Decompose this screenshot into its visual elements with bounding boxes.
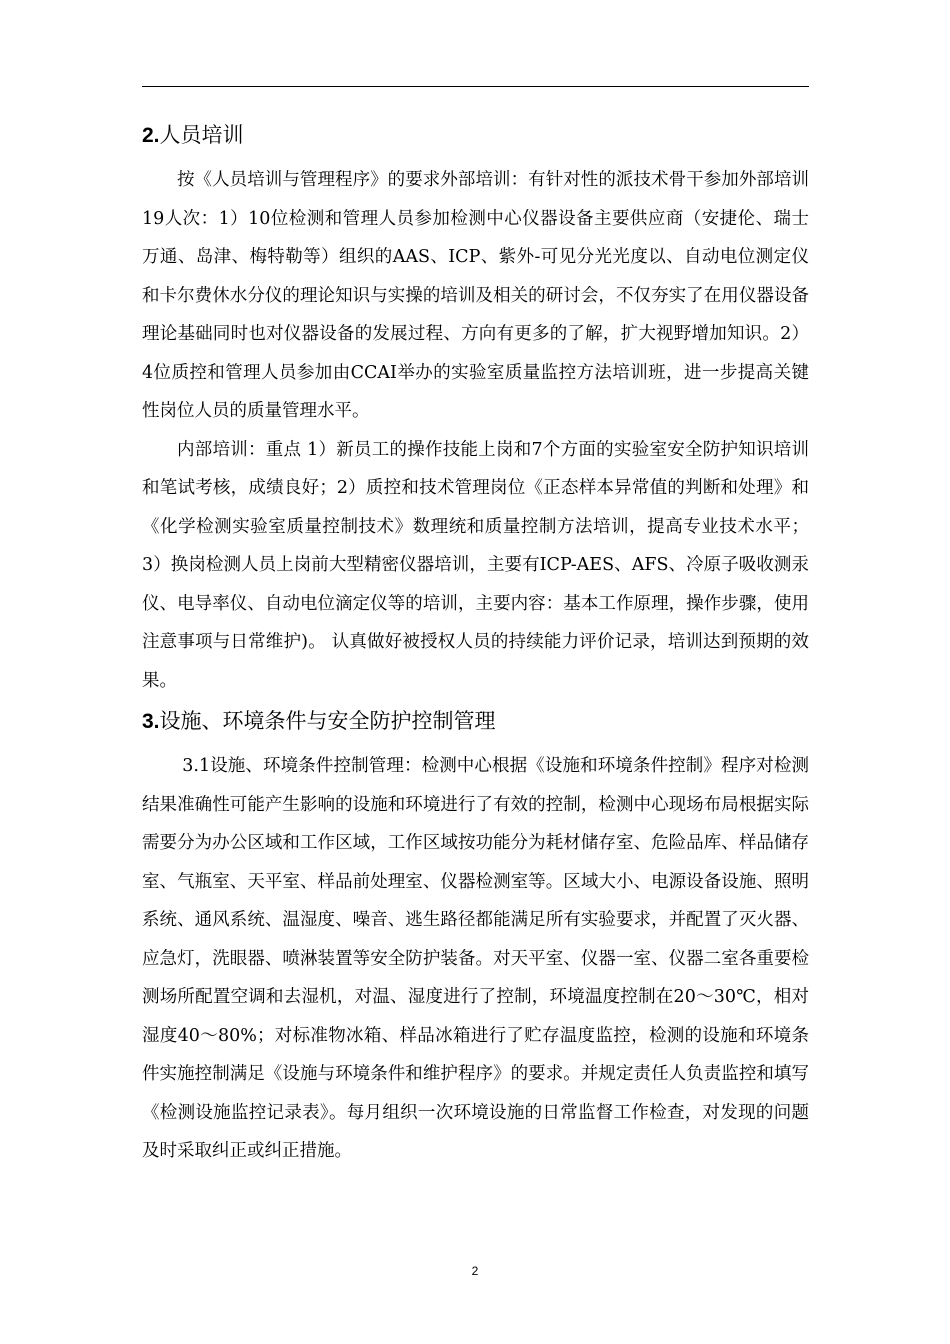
paragraph-facilities-control: 3.1设施、环境条件控制管理：检测中心根据《设施和环境条件控制》程序对检测结果准确性可能产生影响的设施和环境进行了有效的控制，检测中心现场布局根据实际需要分为办公区域和工作区域，工作区域按功能分为耗材储存室、危险品库、样品储存室、气瓶室、天平室、样品前处理室、仪器检测室等。区域大小、电源设备设施、照明系统、通风系统、温湿度、噪音、逃生路径都能满足所有实验要求，并配置了灭火器、应急灯，洗眼器、喷淋装置等安全防护装备。对天平室、仪器一室、仪器二室各重要检测场所配置空调和去湿机，对温、湿度进行了控制，环境温度控制在20～30℃，相对湿度40～80%；对标准物冰箱、样品冰箱进行了贮存温度监控，检测的设施和环境条件实施控制满足《设施与环境条件和维护程序》的要求。并规定责任人负责监控和填写《检测设施监控记录表》。每月组织一次环境设施的日常监督工作检查，对发现的问题及时采取纠正或纠正措施。 xyxy=(142,756,809,1161)
paragraph-external-training: 按《人员培训与管理程序》的要求外部培训：有针对性的派技术骨干参加外部培训19人次：1）10位检测和管理人员参加检测中心仪器设备主要供应商（安捷伦、瑞士万通、岛津、梅特勒等）组织的AAS、ICP、紫外-可见分光光度以、自动电位测定仪和卡尔费休水分仪的理论知识与实操的培训及相关的研讨会，不仅夯实了在用仪器设备理论基础同时也对仪器设备的发展过程、方向有更多的了解，扩大视野增加知识。2）4位质控和管理人员参加由CCAI举办的实验室质量监控方法培训班，进一步提高关键性岗位人员的质量管理水平。 xyxy=(142,170,809,421)
section-title: 设施、环境条件与安全防护控制管理 xyxy=(159,709,496,733)
header-rule xyxy=(142,86,809,87)
section-number: 2. xyxy=(142,124,160,147)
page-number: 2 xyxy=(471,1264,479,1278)
section-heading-facilities-environment xyxy=(142,702,809,741)
section-heading-personnel-training xyxy=(142,116,809,155)
section-number: 3. xyxy=(142,710,160,733)
section-title: 人员培训 xyxy=(159,123,244,147)
document-body xyxy=(142,116,809,1171)
paragraph-internal-training: 内部培训：重点 1）新员工的操作技能上岗和7个方面的实验室安全防护知识培训和笔试考核，成绩良好；2）质控和技术管理岗位《正态样本异常值的判断和处理》和《化学检测实验室质量控制技术》数理统和质量控制方法培训，提高专业技术水平；3）换岗检测人员上岗前大型精密仪器培训，主要有ICP-AES、AFS、冷原子吸收测汞仪、电导率仪、自动电位滴定仪等的培训，主要内容：基本工作原理，操作步骤，使用注意事项与日常维护)。 认真做好被授权人员的持续能力评价记录，培训达到预期的效果。 xyxy=(142,439,809,691)
